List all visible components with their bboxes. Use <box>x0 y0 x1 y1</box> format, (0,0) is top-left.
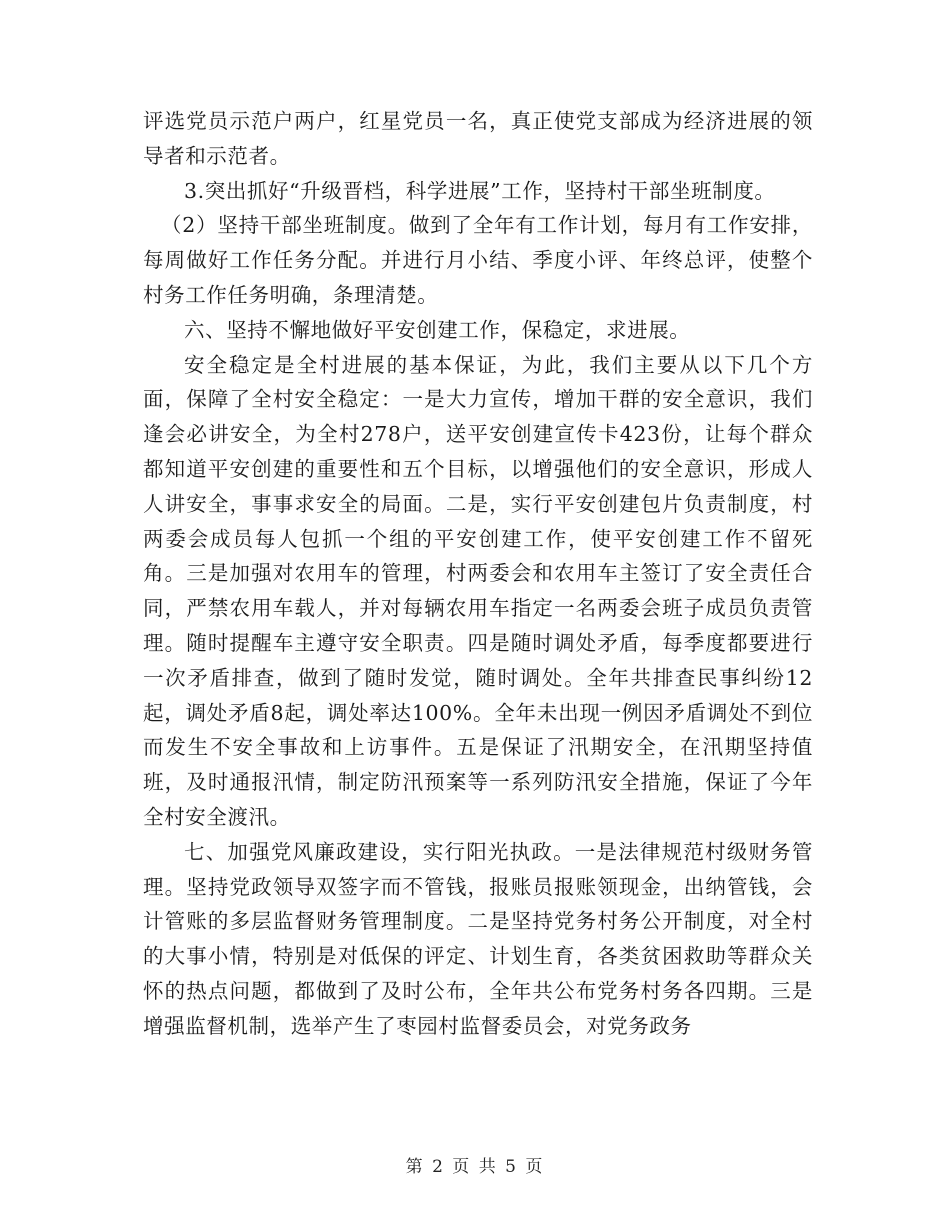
paragraph-2: 3.突出抓好“升级晋档，科学进展”工作，坚持村干部坐班制度。 <box>184 178 776 203</box>
document-body <box>143 104 813 1044</box>
paragraph-3: （2）坚持干部坐班制度。做到了全年有工作计划，每月有工作安排，每周做好工作任务分配。并进行月小结、季度小评、年终总评，使整个村务工作任务明确，条理清楚。 <box>143 213 813 307</box>
paragraph-4: 六、坚持不懈地做好平安创建工作，保稳定，求进展。 <box>184 317 691 342</box>
paragraph-5: 安全稳定是全村进展的基本保证，为此，我们主要从以下几个方面，保障了全村安全稳定：一是大力宣传，增加干群的安全意识，我们逢会必讲安全，为全村278户，送平安创建宣传卡423份，让每个群众都知道平安创建的重要性和五个目标，以增强他们的安全意识，形成人人讲安全，事事求安全的局面。二是，实行平安创建包片负责制度，村两委会成员每人包抓一个组的平安创建工作，使平安创建工作不留死角。三是加强对农用车的管理，村两委会和农用车主签订了安全责任合同，严禁农用车载人，并对每辆农用车指定一名两委会班子成员负责管理。随时提醒车主遵守安全职责。四是随时调处矛盾，每季度都要进行一次矛盾排查，做到了随时发觉，随时调处。全年共排查民事纠纷12起，调处矛盾8起，调处率达100%。全年未出现一例因矛盾调处不到位而发生不安全事故和上访事件。五是保证了汛期安全，在汛期坚持值班，及时通报汛情，制定防汛预案等一系列防汛安全措施，保证了今年全村安全渡汛。 <box>143 352 813 829</box>
paragraph-1: 评选党员示范户两户，红星党员一名，真正使党支部成为经济进展的领导者和示范者。 <box>143 109 813 168</box>
paragraph-6: 七、加强党风廉政建设，实行阳光执政。一是法律规范村级财务管理。坚持党政领导双签字而不管钱，报账员报账领现金，出纳管钱，会计管账的多层监督财务管理制度。二是坚持党务村务公开制度，对全村的大事小情，特别是对低保的评定、计划生育，各类贫困救助等群众关怀的热点问题，都做到了及时公布，全年共公布党务村务各四期。三是增强监督机制，选举产生了枣园村监督委员会，对党务政务 <box>143 839 813 1038</box>
page-number-footer: 第 2 页 共 5 页 <box>405 1157 545 1177</box>
